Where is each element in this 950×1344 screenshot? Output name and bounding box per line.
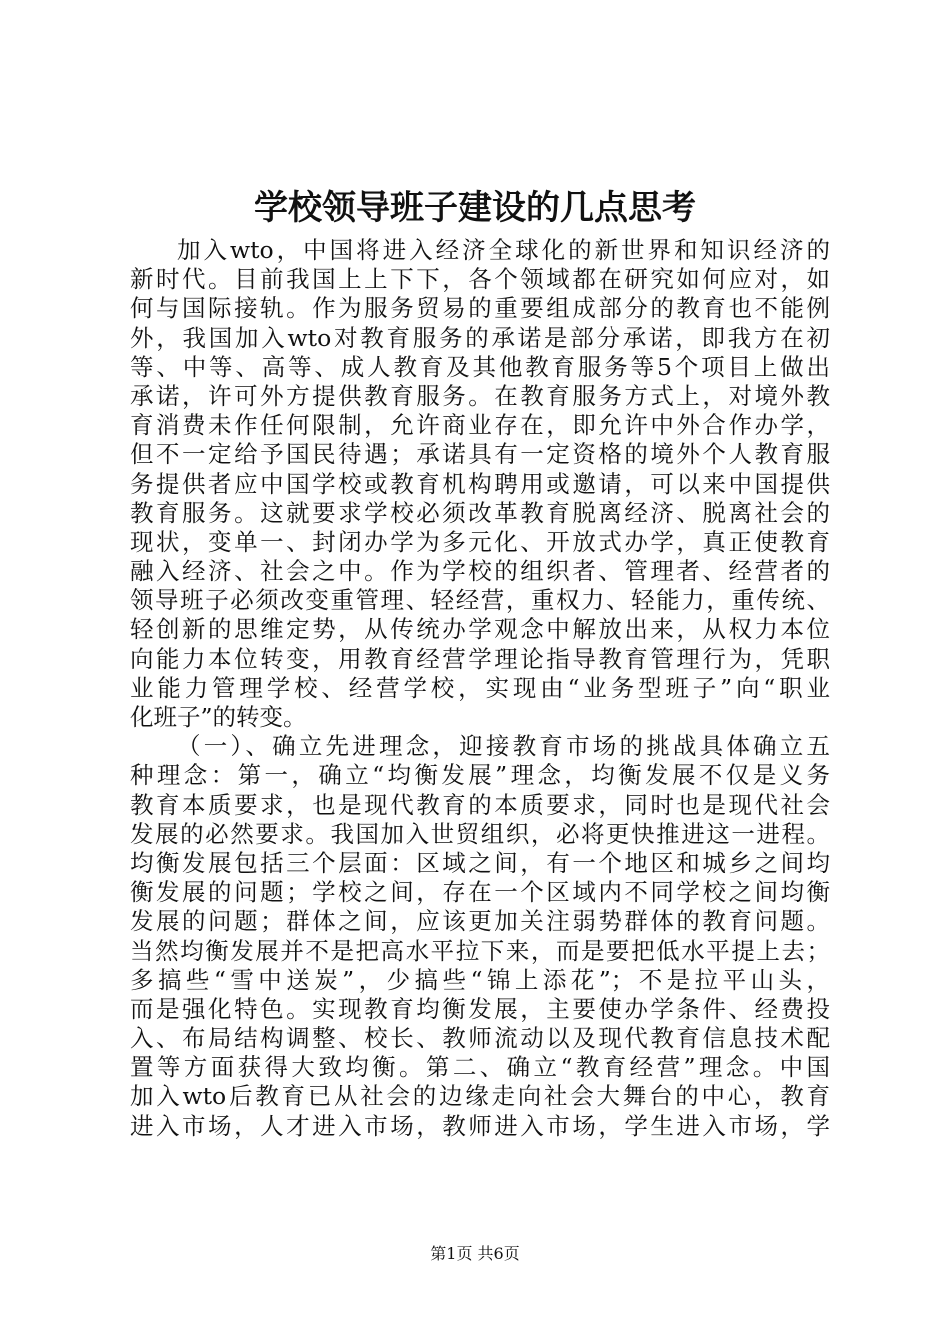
body-line: 育消费未作任何限制，允许商业存在，即允许中外合作办学， [130, 411, 830, 440]
body-line: 进入市场，人才进入市场，教师进入市场，学生进入市场，学 [130, 1111, 830, 1140]
body-line: 加入wto，中国将进入经济全球化的新世界和知识经济的 [177, 236, 830, 264]
body-line: 新时代。目前我国上上下下，各个领域都在研究如何应对，如 [130, 265, 830, 294]
document-title: 学校领导班子建设的几点思考 [254, 188, 696, 228]
body-line: 多搞些“雪中送炭”，少搞些“锦上添花”；不是拉平山头， [130, 965, 830, 994]
body-line: 加入wto后教育已从社会的边缘走向社会大舞台的中心，教育 [130, 1082, 830, 1111]
body-line: 置等方面获得大致均衡。第二、确立“教育经营”理念。中国 [130, 1053, 830, 1082]
body-line: 领导班子必须改变重管理、轻经营，重权力、轻能力，重传统、 [130, 586, 830, 615]
body-line: 发展的问题；群体之间，应该更加关注弱势群体的教育问题。 [130, 907, 830, 936]
body-line: 均衡发展包括三个层面：区域之间，有一个地区和城乡之间均 [130, 848, 830, 877]
body-line: 现状，变单一、封闭办学为多元化、开放式办学，真正使教育 [130, 527, 830, 556]
body-line: 向能力本位转变，用教育经营学理论指导教育管理行为，凭职 [130, 644, 830, 673]
body-line: 入、布局结构调整、校长、教师流动以及现代教育信息技术配 [130, 1024, 830, 1053]
body-line: 种理念：第一，确立“均衡发展”理念，均衡发展不仅是义务 [130, 761, 830, 790]
body-line: 务提供者应中国学校或教育机构聘用或邀请，可以来中国提供 [130, 469, 830, 498]
body-line: 融入经济、社会之中。作为学校的组织者、管理者、经营者的 [130, 557, 830, 586]
body-line: 教育服务。这就要求学校必须改革教育脱离经济、脱离社会的 [130, 498, 830, 527]
body-line: 轻创新的思维定势，从传统办学观念中解放出来，从权力本位 [130, 615, 830, 644]
body-line: 化班子”的转变。 [130, 703, 307, 731]
body-line: 当然均衡发展并不是把高水平拉下来，而是要把低水平提上去； [130, 936, 830, 965]
body-line: 但不一定给予国民待遇；承诺具有一定资格的境外个人教育服 [130, 440, 830, 469]
document-body [130, 236, 830, 1141]
body-line: 业能力管理学校、经营学校，实现由“业务型班子”向“职业 [130, 673, 830, 702]
body-line: 等、中等、高等、成人教育及其他教育服务等5个项目上做出 [130, 352, 830, 381]
body-line: 何与国际接轨。作为服务贸易的重要组成部分的教育也不能例 [130, 294, 830, 323]
body-line: 发展的必然要求。我国加入世贸组织，必将更快推进这一进程。 [130, 819, 830, 848]
body-line: 外，我国加入wto对教育服务的承诺是部分承诺，即我方在初 [130, 323, 830, 352]
body-line: 而是强化特色。实现教育均衡发展，主要使办学条件、经费投 [130, 994, 830, 1023]
body-line: 教育本质要求，也是现代教育的本质要求，同时也是现代社会 [130, 790, 830, 819]
body-line: 衡发展的问题；学校之间，存在一个区域内不同学校之间均衡 [130, 878, 830, 907]
body-line: 承诺，许可外方提供教育服务。在教育服务方式上，对境外教 [130, 381, 830, 410]
body-line: （一）、确立先进理念，迎接教育市场的挑战具体确立五 [177, 732, 830, 761]
page-footer: 第1页 共6页 [430, 1244, 520, 1263]
